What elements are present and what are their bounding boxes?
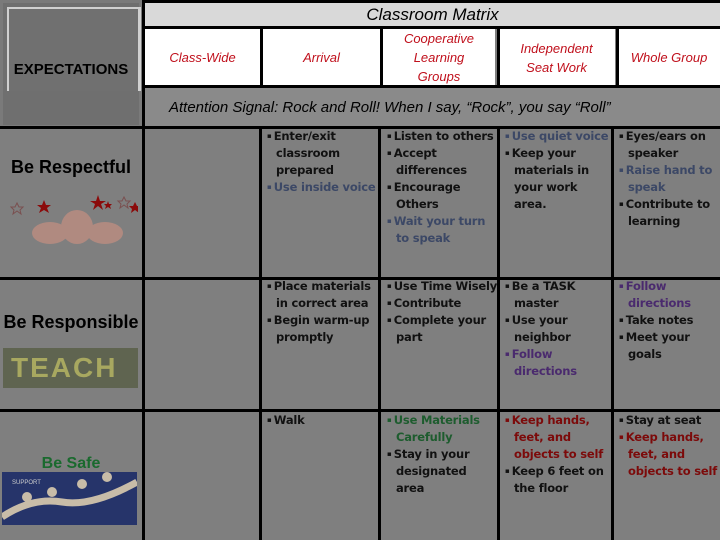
- row-label-respectful: Be Respectful: [10, 157, 132, 177]
- matrix-cell-arrival: [264, 128, 376, 196]
- matrix-item: ▪ Use inside voice: [264, 179, 376, 196]
- matrix-cell-indep: [502, 128, 610, 213]
- matrix-item: ▪ Contribute: [384, 295, 498, 312]
- support-image: [2, 472, 137, 525]
- matrix-item: ▪ Keep 6 feet on the floor: [502, 463, 610, 497]
- matrix-cell-whole: [616, 128, 720, 230]
- expectations-label: EXPECTATIONS: [13, 61, 129, 78]
- column-header-class-wide: Class-Wide: [145, 29, 260, 86]
- matrix-cell-indep: [502, 412, 610, 497]
- matrix-item: ▪ Be a TASK master: [502, 278, 610, 312]
- raised-hands-image: [10, 195, 138, 245]
- matrix-cell-coop: [384, 278, 498, 346]
- matrix-cell-whole: [616, 278, 720, 363]
- matrix-item: ▪ Place materials in correct area: [264, 278, 376, 312]
- matrix-item: ▪ Meet your goals: [616, 329, 720, 363]
- row-label-responsible: Be Responsible: [3, 312, 139, 332]
- teach-image: TEACH: [3, 348, 138, 388]
- matrix-item: ▪ Walk: [264, 412, 376, 429]
- matrix-item: ▪ Follow directions: [502, 346, 610, 380]
- matrix-item: ▪ Raise hand to speak: [616, 162, 720, 196]
- matrix-item: ▪ Keep your materials in your work area.: [502, 145, 610, 213]
- matrix-item: ▪ Use your neighbor: [502, 312, 610, 346]
- matrix-item: ▪ Stay at seat: [616, 412, 720, 429]
- column-header-independent: Independent Seat Work: [498, 29, 615, 86]
- matrix-cell-arrival: [264, 412, 376, 429]
- support-image-text: SUPPORT: [12, 480, 41, 486]
- matrix-item: ▪ Listen to others: [384, 128, 498, 145]
- matrix-cell-coop: [384, 412, 498, 497]
- matrix-item: ▪ Use Time Wisely: [384, 278, 498, 295]
- matrix-item: ▪ Take notes: [616, 312, 720, 329]
- column-header-cooperative: Cooperative Learning Groups: [383, 29, 495, 86]
- column-header-whole-group: Whole Group: [618, 29, 720, 86]
- matrix-item: ▪ Eyes/ears on speaker: [616, 128, 720, 162]
- page-title: Classroom Matrix: [145, 3, 720, 27]
- matrix-item: ▪ Keep hands, feet, and objects to self: [616, 429, 720, 480]
- matrix-item: ▪ Use Materials Carefully: [384, 412, 498, 446]
- attention-signal: Attention Signal: Rock and Roll! When I say, “Rock”, you say “Roll”: [145, 88, 720, 128]
- matrix-cell-whole: [616, 412, 720, 480]
- matrix-item: ▪ Wait your turn to speak: [384, 213, 498, 247]
- matrix-item: ▪ Enter/exit classroom prepared: [264, 128, 376, 179]
- matrix-item: ▪ Stay in your designated area: [384, 446, 498, 497]
- matrix-item: ▪ Accept differences: [384, 145, 498, 179]
- matrix-item: ▪ Follow directions: [616, 278, 720, 312]
- matrix-cell-arrival: [264, 278, 376, 346]
- matrix-item: ▪ Begin warm-up promptly: [264, 312, 376, 346]
- column-header-arrival: Arrival: [263, 29, 380, 86]
- matrix-item: ▪ Encourage Others: [384, 179, 498, 213]
- row-label-safe: Be Safe: [41, 455, 101, 472]
- matrix-item: ▪ Use quiet voice: [502, 128, 610, 145]
- matrix-item: ▪ Complete your part: [384, 312, 498, 346]
- matrix-cell-coop: [384, 128, 498, 247]
- matrix-item: ▪ Contribute to learning: [616, 196, 720, 230]
- matrix-item: ▪ Keep hands, feet, and objects to self: [502, 412, 610, 463]
- matrix-cell-indep: [502, 278, 610, 380]
